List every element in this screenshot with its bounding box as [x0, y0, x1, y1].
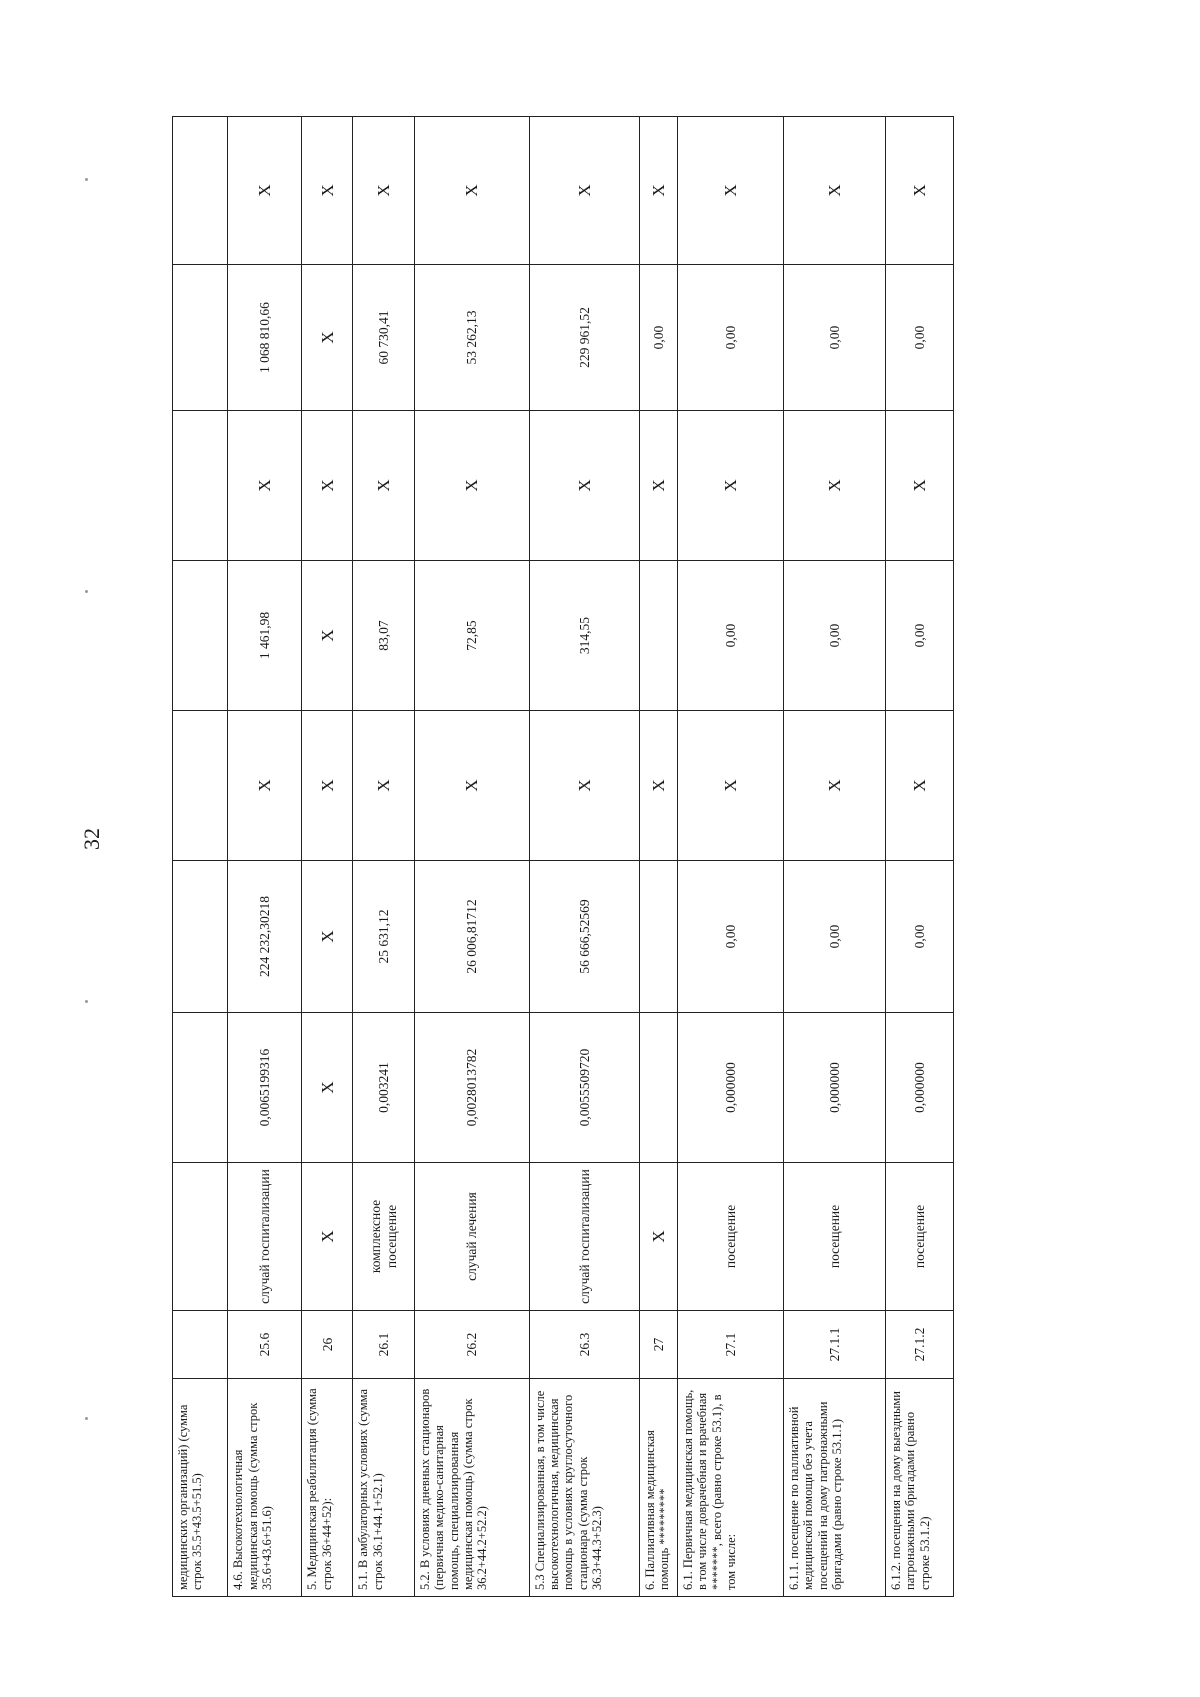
row-name-cell: медицинских организаций) (сумма строк 35.5+43.5+51.5)	[173, 1379, 228, 1597]
value-cell-7	[173, 117, 228, 265]
page-number: 32	[79, 828, 104, 850]
value-cell-5: X	[228, 411, 302, 561]
value-cell-1: 0,0065199316	[228, 1013, 302, 1163]
value-cell-6: 229 961,52	[529, 265, 639, 411]
rotated-table-container	[172, 117, 954, 1597]
value-cell-5: X	[677, 411, 783, 561]
value-cell-3: X	[414, 711, 529, 861]
value-cell-4: 0,00	[885, 561, 953, 711]
row-code-cell: 26.1	[353, 1311, 415, 1379]
row-code-cell: 27	[640, 1311, 678, 1379]
row-name-cell: 6.1.1. посещение по паллиативной медицинской помощи без учета посещений на дому патронажными бригадами (равно строке 53.1.1)	[784, 1379, 886, 1597]
value-cell-3: X	[885, 711, 953, 861]
value-cell-7: X	[302, 117, 353, 265]
value-cell-3: X	[784, 711, 886, 861]
table-row	[885, 117, 953, 1597]
value-cell-3: X	[353, 711, 415, 861]
row-unit-cell: случай госпитализации	[529, 1163, 639, 1311]
value-cell-5: X	[353, 411, 415, 561]
value-cell-5: X	[784, 411, 886, 561]
row-unit-cell: случай лечения	[414, 1163, 529, 1311]
scan-speck	[85, 1000, 88, 1003]
table-row	[784, 117, 886, 1597]
data-table	[172, 116, 954, 1597]
row-name-cell: 6.1. Первичная медицинская помощь, в том числе доврачебная и врачебная *******, всего (равно строке 53.1), в том числе:	[677, 1379, 783, 1597]
value-cell-4: 314,55	[529, 561, 639, 711]
row-name-cell: 4.6. Высокотехнологичная медицинская помощь (сумма строк 35.6+43.6+51.6)	[228, 1379, 302, 1597]
row-unit-cell: посещение	[885, 1163, 953, 1311]
value-cell-5: X	[885, 411, 953, 561]
row-code-cell: 27.1.1	[784, 1311, 886, 1379]
value-cell-4: 0,00	[784, 561, 886, 711]
value-cell-4: 83,07	[353, 561, 415, 711]
table-row	[228, 117, 302, 1597]
value-cell-3: X	[640, 711, 678, 861]
row-name-cell: 6. Паллиативная медицинская помощь *********	[640, 1379, 678, 1597]
value-cell-2: 0,00	[885, 861, 953, 1013]
row-code-cell: 26.2	[414, 1311, 529, 1379]
row-code-cell: 26	[302, 1311, 353, 1379]
row-code-cell: 27.1	[677, 1311, 783, 1379]
value-cell-3: X	[228, 711, 302, 861]
value-cell-3: X	[677, 711, 783, 861]
row-name-cell: 6.1.2. посещения на дому выездными патронажными бригадами (равно строке 53.1.2)	[885, 1379, 953, 1597]
table-row	[302, 117, 353, 1597]
row-unit-cell: комплексное посещение	[353, 1163, 415, 1311]
table-row	[677, 117, 783, 1597]
value-cell-7: X	[784, 117, 886, 265]
value-cell-2	[640, 861, 678, 1013]
value-cell-3	[173, 711, 228, 861]
value-cell-7: X	[353, 117, 415, 265]
value-cell-2	[173, 861, 228, 1013]
value-cell-3: X	[529, 711, 639, 861]
value-cell-1: 0,000000	[784, 1013, 886, 1163]
scan-speck	[85, 1417, 88, 1420]
value-cell-1: 0,000000	[677, 1013, 783, 1163]
row-code-cell: 25.6	[228, 1311, 302, 1379]
value-cell-1	[173, 1013, 228, 1163]
value-cell-5	[173, 411, 228, 561]
value-cell-7: X	[228, 117, 302, 265]
row-name-cell: 5.2. В условиях дневных стационаров (первичная медико-санитарная помощь, специализированная медицинская помощь) (сумма строк 36.2+44.2+52.2)	[414, 1379, 529, 1597]
row-unit-cell: посещение	[677, 1163, 783, 1311]
row-unit-cell	[173, 1163, 228, 1311]
value-cell-5: X	[529, 411, 639, 561]
value-cell-5: X	[302, 411, 353, 561]
row-unit-cell: посещение	[784, 1163, 886, 1311]
value-cell-1: 0,003241	[353, 1013, 415, 1163]
value-cell-2: 26 006,81712	[414, 861, 529, 1013]
row-unit-cell: X	[640, 1163, 678, 1311]
value-cell-1: 0,000000	[885, 1013, 953, 1163]
value-cell-4: 0,00	[677, 561, 783, 711]
value-cell-7: X	[677, 117, 783, 265]
row-code-cell: 27.1.2	[885, 1311, 953, 1379]
row-unit-cell: X	[302, 1163, 353, 1311]
value-cell-7: X	[414, 117, 529, 265]
value-cell-2: 56 666,52569	[529, 861, 639, 1013]
value-cell-2: 224 232,30218	[228, 861, 302, 1013]
value-cell-6: 1 068 810,66	[228, 265, 302, 411]
value-cell-1: X	[302, 1013, 353, 1163]
value-cell-7: X	[640, 117, 678, 265]
value-cell-4: X	[302, 561, 353, 711]
row-name-cell: 5.3 Специализированная, в том числе высокотехнологичная, медицинская помощь в условиях круглосуточного стационара (сумма строк 36.3+44.3+52.3)	[529, 1379, 639, 1597]
row-name-cell: 5.1. В амбулаторных условиях (сумма строк 36.1+44.1+52.1)	[353, 1379, 415, 1597]
row-unit-cell: случай госпитализации	[228, 1163, 302, 1311]
value-cell-2: X	[302, 861, 353, 1013]
table-row	[353, 117, 415, 1597]
value-cell-6: X	[302, 265, 353, 411]
value-cell-6: 53 262,13	[414, 265, 529, 411]
table-row	[173, 117, 228, 1597]
value-cell-5: X	[414, 411, 529, 561]
value-cell-2: 25 631,12	[353, 861, 415, 1013]
value-cell-6	[173, 265, 228, 411]
value-cell-6: 60 730,41	[353, 265, 415, 411]
table-row	[640, 117, 678, 1597]
value-cell-7: X	[885, 117, 953, 265]
value-cell-4	[640, 561, 678, 711]
value-cell-3: X	[302, 711, 353, 861]
value-cell-6: 0,00	[784, 265, 886, 411]
value-cell-7: X	[529, 117, 639, 265]
table-row	[414, 117, 529, 1597]
value-cell-6: 0,00	[885, 265, 953, 411]
value-cell-1: 0,0028013782	[414, 1013, 529, 1163]
value-cell-4	[173, 561, 228, 711]
value-cell-1	[640, 1013, 678, 1163]
scan-speck	[85, 178, 88, 181]
value-cell-5: X	[640, 411, 678, 561]
value-cell-2: 0,00	[784, 861, 886, 1013]
value-cell-4: 72,85	[414, 561, 529, 711]
row-name-cell: 5. Медицинская реабилитация (сумма строк 36+44+52):	[302, 1379, 353, 1597]
table-row	[529, 117, 639, 1597]
scan-speck	[85, 590, 88, 593]
value-cell-4: 1 461,98	[228, 561, 302, 711]
value-cell-6: 0,00	[640, 265, 678, 411]
value-cell-2: 0,00	[677, 861, 783, 1013]
value-cell-6: 0,00	[677, 265, 783, 411]
row-code-cell	[173, 1311, 228, 1379]
value-cell-1: 0,0055509720	[529, 1013, 639, 1163]
row-code-cell: 26.3	[529, 1311, 639, 1379]
